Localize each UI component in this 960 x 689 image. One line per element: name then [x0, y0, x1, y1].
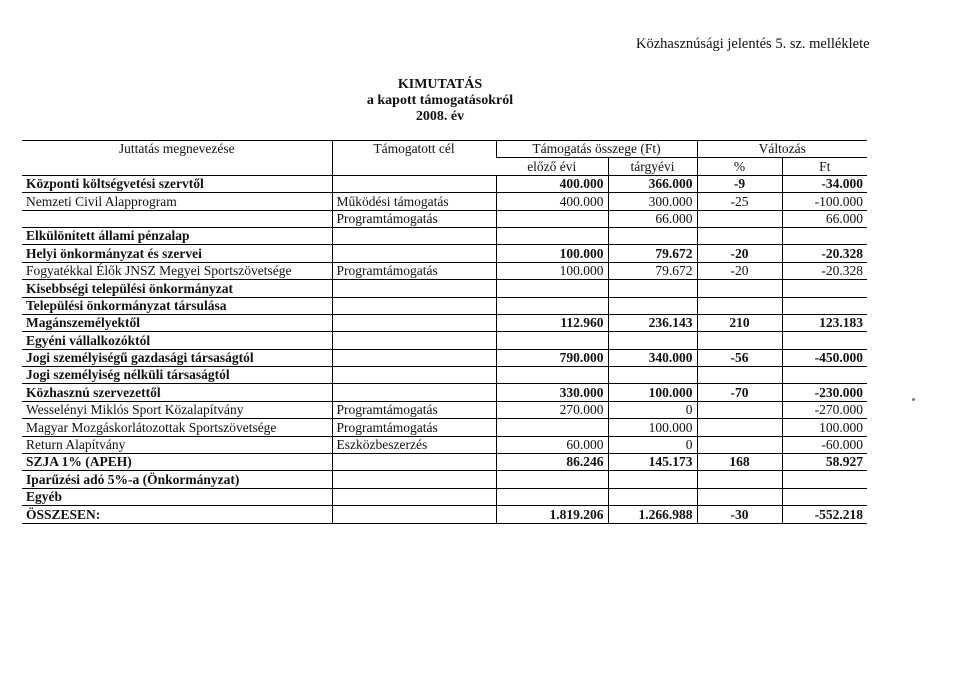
cell-prev-year: 330.000: [496, 384, 608, 401]
table-row: [22, 175, 867, 192]
cell-purpose: [332, 488, 496, 505]
header-ft: Ft: [782, 158, 867, 175]
table-row: [22, 245, 867, 262]
cell-prev-year: [496, 471, 608, 488]
table-row: [22, 436, 867, 453]
cell-percent: -56: [697, 349, 782, 366]
cell-prev-year: 1.819.206: [496, 506, 608, 523]
cell-percent: -30: [697, 506, 782, 523]
cell-percent: [697, 297, 782, 314]
table-row: [22, 332, 867, 349]
table-row: [22, 210, 867, 227]
cell-percent: [697, 210, 782, 227]
cell-prev-year: [496, 280, 608, 297]
cell-current-year: [608, 367, 697, 384]
table-row: [22, 193, 867, 210]
cell-prev-year: [496, 367, 608, 384]
cell-name: [22, 210, 332, 227]
cell-current-year: 1.266.988: [608, 506, 697, 523]
cell-percent: [697, 471, 782, 488]
table-row: [22, 488, 867, 505]
cell-percent: 168: [697, 454, 782, 471]
cell-change-ft: [782, 367, 867, 384]
cell-name: Fogyatékkal Élők JNSZ Megyei Sportszövetsége: [22, 262, 332, 279]
cell-percent: 210: [697, 314, 782, 331]
cell-current-year: 300.000: [608, 193, 697, 210]
table-row: [22, 314, 867, 331]
cell-percent: -25: [697, 193, 782, 210]
cell-name: Magánszemélyektől: [22, 314, 332, 331]
cell-current-year: 340.000: [608, 349, 697, 366]
cell-percent: [697, 227, 782, 244]
cell-name: Kisebbségi települési önkormányzat: [22, 280, 332, 297]
cell-prev-year: 60.000: [496, 436, 608, 453]
cell-current-year: 100.000: [608, 384, 697, 401]
cell-purpose: Eszközbeszerzés: [332, 436, 496, 453]
table-row: [22, 384, 867, 401]
cell-purpose: Működési támogatás: [332, 193, 496, 210]
cell-purpose: Programtámogatás: [332, 262, 496, 279]
cell-purpose: Programtámogatás: [332, 419, 496, 436]
cell-prev-year: [496, 227, 608, 244]
cell-change-ft: -34.000: [782, 175, 867, 192]
cell-change-ft: [782, 227, 867, 244]
cell-name: Jogi személyiség nélküli társaságtól: [22, 367, 332, 384]
cell-percent: -20: [697, 262, 782, 279]
cell-name: Közhasznú szervezettől: [22, 384, 332, 401]
cell-change-ft: -270.000: [782, 401, 867, 418]
header-name: Juttatás megnevezése: [22, 141, 332, 176]
cell-change-ft: 66.000: [782, 210, 867, 227]
header-percent: %: [697, 158, 782, 175]
cell-change-ft: -450.000: [782, 349, 867, 366]
cell-change-ft: [782, 488, 867, 505]
table-row: [22, 419, 867, 436]
cell-name: Jogi személyiségű gazdasági társaságtól: [22, 349, 332, 366]
cell-percent: [697, 401, 782, 418]
cell-percent: -9: [697, 175, 782, 192]
table-row: [22, 506, 867, 523]
table-row: [22, 262, 867, 279]
report-title-main: KIMUTATÁS: [397, 77, 483, 92]
cell-name: Helyi önkormányzat és szervei: [22, 245, 332, 262]
cell-change-ft: [782, 280, 867, 297]
cell-prev-year: 112.960: [496, 314, 608, 331]
cell-percent: -70: [697, 384, 782, 401]
cell-name: Központi költségvetési szervtől: [22, 175, 332, 192]
cell-change-ft: -20.328: [782, 245, 867, 262]
cell-current-year: [608, 471, 697, 488]
cell-name: Wesselényi Miklós Sport Közalapítvány: [22, 401, 332, 418]
cell-prev-year: 100.000: [496, 262, 608, 279]
cell-change-ft: -230.000: [782, 384, 867, 401]
cell-percent: [697, 280, 782, 297]
cell-name: Települési önkormányzat társulása: [22, 297, 332, 314]
table-row: [22, 349, 867, 366]
header-purpose: Támogatott cél: [332, 141, 496, 176]
cell-purpose: [332, 454, 496, 471]
cell-prev-year: 100.000: [496, 245, 608, 262]
report-title: [330, 77, 550, 125]
table-header-row: [22, 141, 867, 158]
cell-purpose: [332, 314, 496, 331]
cell-current-year: 79.672: [608, 262, 697, 279]
cell-purpose: [332, 297, 496, 314]
cell-current-year: 366.000: [608, 175, 697, 192]
cell-purpose: [332, 280, 496, 297]
table-row: [22, 227, 867, 244]
table-row: [22, 471, 867, 488]
cell-purpose: Programtámogatás: [332, 401, 496, 418]
scan-speck: [912, 398, 915, 401]
cell-name: ÖSSZESEN:: [22, 506, 332, 523]
cell-prev-year: 400.000: [496, 193, 608, 210]
cell-prev-year: 790.000: [496, 349, 608, 366]
cell-change-ft: 100.000: [782, 419, 867, 436]
cell-prev-year: [496, 419, 608, 436]
table-body: [22, 175, 867, 523]
cell-current-year: [608, 227, 697, 244]
cell-percent: [697, 367, 782, 384]
cell-percent: [697, 488, 782, 505]
cell-name: Egyéb: [22, 488, 332, 505]
cell-current-year: [608, 297, 697, 314]
cell-name: Magyar Mozgáskorlátozottak Sportszövetsége: [22, 419, 332, 436]
cell-purpose: [332, 227, 496, 244]
cell-purpose: Programtámogatás: [332, 210, 496, 227]
document-header-note: Közhasznúsági jelentés 5. sz. melléklete: [636, 36, 870, 52]
cell-percent: [697, 419, 782, 436]
header-amount-group: Támogatás összege (Ft): [496, 141, 697, 158]
cell-purpose: [332, 367, 496, 384]
cell-current-year: 100.000: [608, 419, 697, 436]
cell-change-ft: -60.000: [782, 436, 867, 453]
cell-prev-year: 400.000: [496, 175, 608, 192]
table-row: [22, 454, 867, 471]
cell-change-ft: -552.218: [782, 506, 867, 523]
report-title-year: 2008. év: [415, 109, 465, 124]
cell-prev-year: [496, 297, 608, 314]
cell-change-ft: 58.927: [782, 454, 867, 471]
cell-percent: [697, 436, 782, 453]
cell-purpose: [332, 349, 496, 366]
cell-name: Iparűzési adó 5%-a (Önkormányzat): [22, 471, 332, 488]
cell-prev-year: 86.246: [496, 454, 608, 471]
cell-purpose: [332, 332, 496, 349]
table-row: [22, 367, 867, 384]
header-current-year: tárgyévi: [608, 158, 697, 175]
cell-current-year: [608, 488, 697, 505]
cell-current-year: 236.143: [608, 314, 697, 331]
cell-current-year: 0: [608, 436, 697, 453]
table-row: [22, 297, 867, 314]
cell-purpose: [332, 384, 496, 401]
cell-prev-year: 270.000: [496, 401, 608, 418]
report-title-subtitle: a kapott támogatásokról: [366, 93, 514, 108]
cell-change-ft: [782, 471, 867, 488]
table-row: [22, 280, 867, 297]
cell-current-year: [608, 332, 697, 349]
cell-name: SZJA 1% (APEH): [22, 454, 332, 471]
cell-name: Return Alapítvány: [22, 436, 332, 453]
cell-current-year: 0: [608, 401, 697, 418]
cell-prev-year: [496, 210, 608, 227]
table-row: [22, 401, 867, 418]
cell-change-ft: -100.000: [782, 193, 867, 210]
cell-change-ft: 123.183: [782, 314, 867, 331]
cell-percent: [697, 332, 782, 349]
cell-current-year: 145.173: [608, 454, 697, 471]
cell-change-ft: -20.328: [782, 262, 867, 279]
cell-change-ft: [782, 297, 867, 314]
cell-prev-year: [496, 332, 608, 349]
cell-name: Elkülönített állami pénzalap: [22, 227, 332, 244]
cell-current-year: [608, 280, 697, 297]
cell-current-year: 66.000: [608, 210, 697, 227]
cell-percent: -20: [697, 245, 782, 262]
cell-name: Egyéni vállalkozóktól: [22, 332, 332, 349]
cell-purpose: [332, 471, 496, 488]
cell-purpose: [332, 175, 496, 192]
header-prev-year: előző évi: [496, 158, 608, 175]
cell-prev-year: [496, 488, 608, 505]
cell-change-ft: [782, 332, 867, 349]
header-change-group: Változás: [697, 141, 867, 158]
cell-current-year: 79.672: [608, 245, 697, 262]
cell-name: Nemzeti Civil Alapprogram: [22, 193, 332, 210]
cell-purpose: [332, 506, 496, 523]
support-table: [22, 140, 867, 524]
cell-purpose: [332, 245, 496, 262]
